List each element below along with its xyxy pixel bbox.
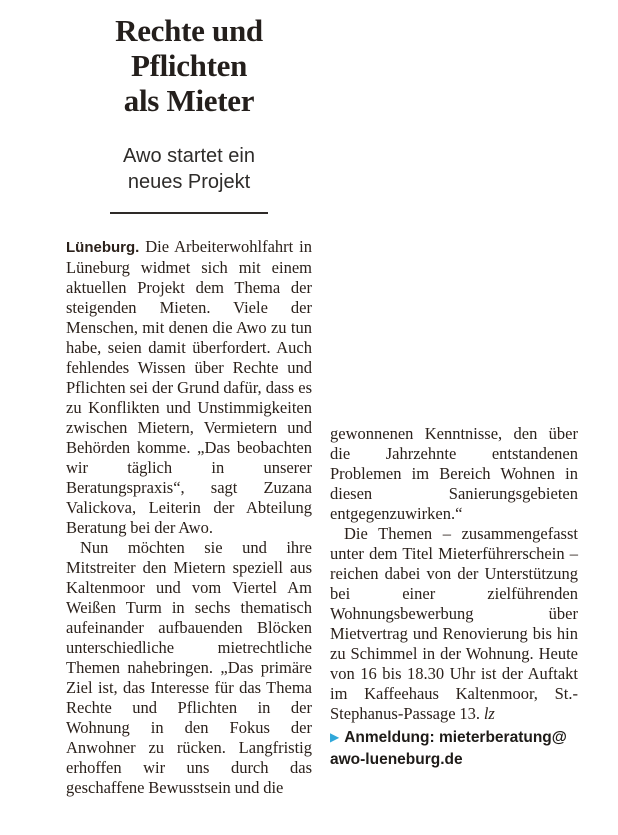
- paragraph-lead-text: Die Arbeiterwohlfahrt in Lüneburg widmet sich mit einem aktuellen Projekt dem Thema der steigenden Mieten. Viele der Menschen, mit denen die Awo zu tun habe, seien damit überfordert. Auch fehlendes Wissen über Rechte und Pflichten sei der Grund dafür, dass es zu Konflikten und Unstimmigkeiten zwischen Mietern, Vermietern und Behörden komme. „Das beobachten wir täglich in unserer Beratungspraxis“, sagt Zuzana Valickova, Leiterin der Abteilung Beratung bei der Awo.: [66, 237, 312, 537]
- contact-email-part-2: awo-lueneburg.de: [330, 751, 463, 768]
- article-body-right: [330, 424, 578, 724]
- contact-email-part-1: Anmeldung: mieterberatung@: [344, 729, 567, 746]
- headline-line-3: als Mieter: [123, 83, 255, 118]
- article-subtitle: [66, 143, 312, 195]
- contact-info-block: [330, 727, 578, 770]
- paragraph-4-text: Die Themen – zusammengefasst unter dem Titel Mieterführerschein – reichen dabei von der Unterstützung bei einer zielführenden Wohnungsbewerbung über Mietvertrag und Renovierung bis hin zu Schimmel in der Wohnung. Heute von 16 bis 18.30 Uhr ist der Auftakt im Kaffeehaus Kaltenmoor, St.-Stephanus-Passage 13.: [330, 524, 578, 723]
- contact-line-1: [330, 727, 578, 749]
- article-right-column: [330, 424, 578, 770]
- headline-line-2: Pflichten: [130, 48, 248, 83]
- headline-line-1: Rechte und: [115, 13, 263, 48]
- arrow-right-icon: ▶: [330, 730, 340, 744]
- paragraph-3-continuation: gewonnenen Kenntnisse, den über die Jahrzehnte entstandenen Problemen im Bereich Wohnen in diesen Sanierungsgebieten entgegenzuwirken.“: [330, 424, 578, 523]
- article-left-column: [66, 0, 312, 835]
- paragraph-2: Nun möchten sie und ihre Mitstreiter den Mietern speziell aus Kaltenmoor und vom Viertel Am Weißen Turm in sechs thematisch aufeinander aufbauenden Blöcken unterschiedliche mietrechtliche Themen nahebringen. „Das primäre Ziel ist, das Interesse für das Thema Rechte und Pflichten in der Wohnung in den Fokus der Anwohner zu rücken. Langfristig erhoffen wir uns durch das geschaffene Bewusstsein und die: [66, 538, 312, 797]
- paragraph-4: [330, 524, 578, 724]
- article-headline: [66, 13, 312, 118]
- article-body-left: [66, 237, 312, 798]
- dateline-lead-in: Lüneburg.: [66, 239, 140, 256]
- subtitle-line-1: Awo startet ein: [123, 145, 255, 167]
- subtitle-line-2: neues Projekt: [127, 171, 251, 193]
- header-divider-rule: [110, 212, 268, 214]
- author-signature: lz: [483, 704, 495, 723]
- paragraph-lead: [66, 237, 312, 538]
